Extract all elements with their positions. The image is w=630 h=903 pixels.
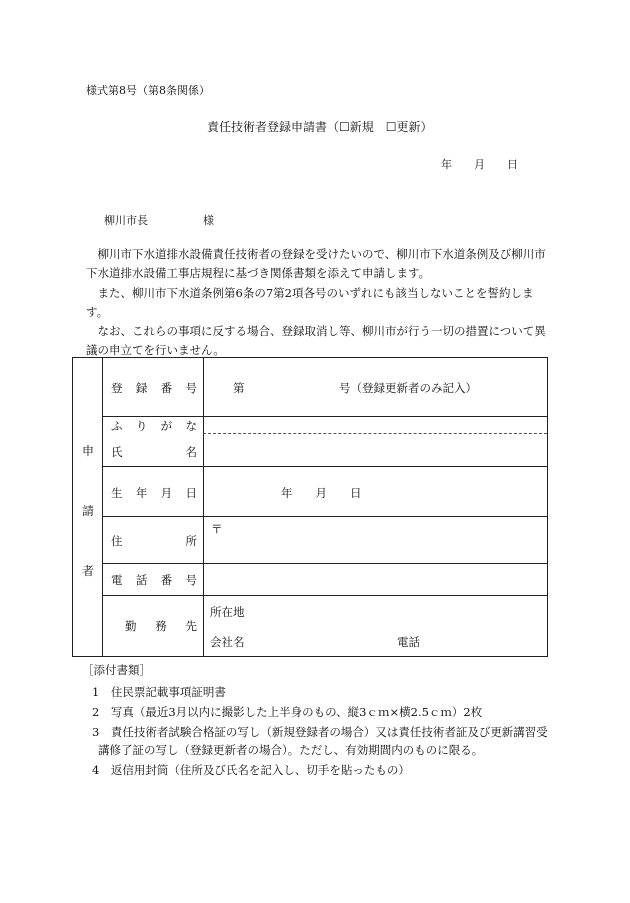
label-char: 生	[111, 486, 123, 500]
furigana-divider	[203, 433, 547, 434]
label-char: ふ	[111, 419, 123, 433]
birth-date-value: 年 月 日	[281, 486, 362, 500]
phone-field[interactable]	[204, 564, 547, 594]
consent-statement: なお、これらの事項に反する場合、登録取消し等、柳川市が行う一切の措置について異議の申立てを行いません。	[86, 324, 546, 357]
label-char: 登	[111, 381, 123, 395]
workplace-company-label: 会社名	[210, 635, 245, 649]
label-name	[103, 444, 203, 460]
label-column-divider	[203, 358, 204, 656]
label-char: 氏	[111, 445, 123, 459]
row-divider	[102, 595, 547, 596]
label-char: 名	[185, 445, 197, 459]
label-char: 月	[160, 486, 173, 500]
side-label-char: 申	[81, 444, 94, 458]
label-char: 勤	[125, 619, 137, 633]
workplace-location-label: 所在地	[210, 605, 245, 619]
name-field[interactable]	[204, 435, 547, 465]
label-workplace	[103, 618, 203, 634]
label-char: 住	[111, 534, 123, 548]
side-label-char: 請	[81, 504, 94, 518]
label-char: 先	[185, 619, 197, 633]
label-char: 日	[185, 486, 197, 500]
label-char: 号	[185, 573, 197, 587]
addressee: 柳川市長 様	[104, 214, 214, 227]
label-char: 号	[185, 381, 197, 395]
workplace-phone-label: 電話	[397, 635, 420, 649]
label-char: 録	[135, 381, 148, 395]
label-char: な	[185, 419, 197, 433]
label-furigana	[103, 418, 203, 434]
label-char: 話	[135, 573, 148, 587]
label-char: 番	[160, 381, 173, 395]
label-char: 務	[155, 619, 167, 633]
label-phone-number	[103, 572, 203, 588]
side-label-char: 者	[81, 564, 94, 578]
label-char: 番	[160, 573, 173, 587]
label-birth-date	[103, 485, 203, 501]
label-address	[103, 533, 203, 549]
registration-number-note: 号（登録更新者のみ記入）	[339, 381, 477, 395]
attachment-item: 4 返信用封筒（住所及び氏名を記入し、切手を貼ったもの）	[92, 763, 410, 777]
attachment-item: 1 住民票記載事項証明書	[92, 685, 226, 699]
label-char: 年	[135, 486, 148, 500]
label-char: が	[160, 419, 173, 433]
label-registration-number	[103, 380, 203, 396]
application-statement: 柳川市下水道排水設備責任技術者の登録を受けたいので、柳川市下水道条例及び柳川市下水道排水設備工事店規程に基づき関係書類を添えて申請します。	[86, 247, 546, 280]
form-number: 様式第8号（第8条関係）	[86, 84, 210, 97]
pledge-statement: また、柳川市下水道条例第6条の7第2項各号のいずれにも該当しないことを誓約します。	[86, 286, 534, 319]
row-divider	[102, 466, 547, 467]
label-char: 所	[185, 534, 197, 548]
furigana-field[interactable]	[204, 417, 547, 433]
label-char: 電	[111, 573, 123, 587]
registration-number-prefix: 第	[233, 381, 245, 395]
label-char: り	[135, 419, 148, 433]
document-title: 責任技術者登録申請書（☐新規 ☐更新）	[207, 120, 433, 134]
postal-mark: 〒	[211, 522, 223, 536]
attachment-item: 2 写真（最近3月以内に撮影した上半身のもの、縦3ｃｍ×横2.5ｃｍ）2枚	[92, 705, 483, 719]
attachment-item: 3 責任技術者試験合格証の写し（新規登録者の場合）又は責任技術者証及び更新講習受	[92, 725, 548, 739]
row-divider	[102, 516, 547, 517]
applicant-table	[72, 357, 548, 657]
attachments-heading: ［添付書類］	[82, 663, 151, 677]
attachment-item-continuation: 講修了証の写し（登録更新者の場合）。ただし、有効期間内のものに限る。	[98, 743, 484, 757]
date-line: 年 月 日	[441, 158, 518, 171]
